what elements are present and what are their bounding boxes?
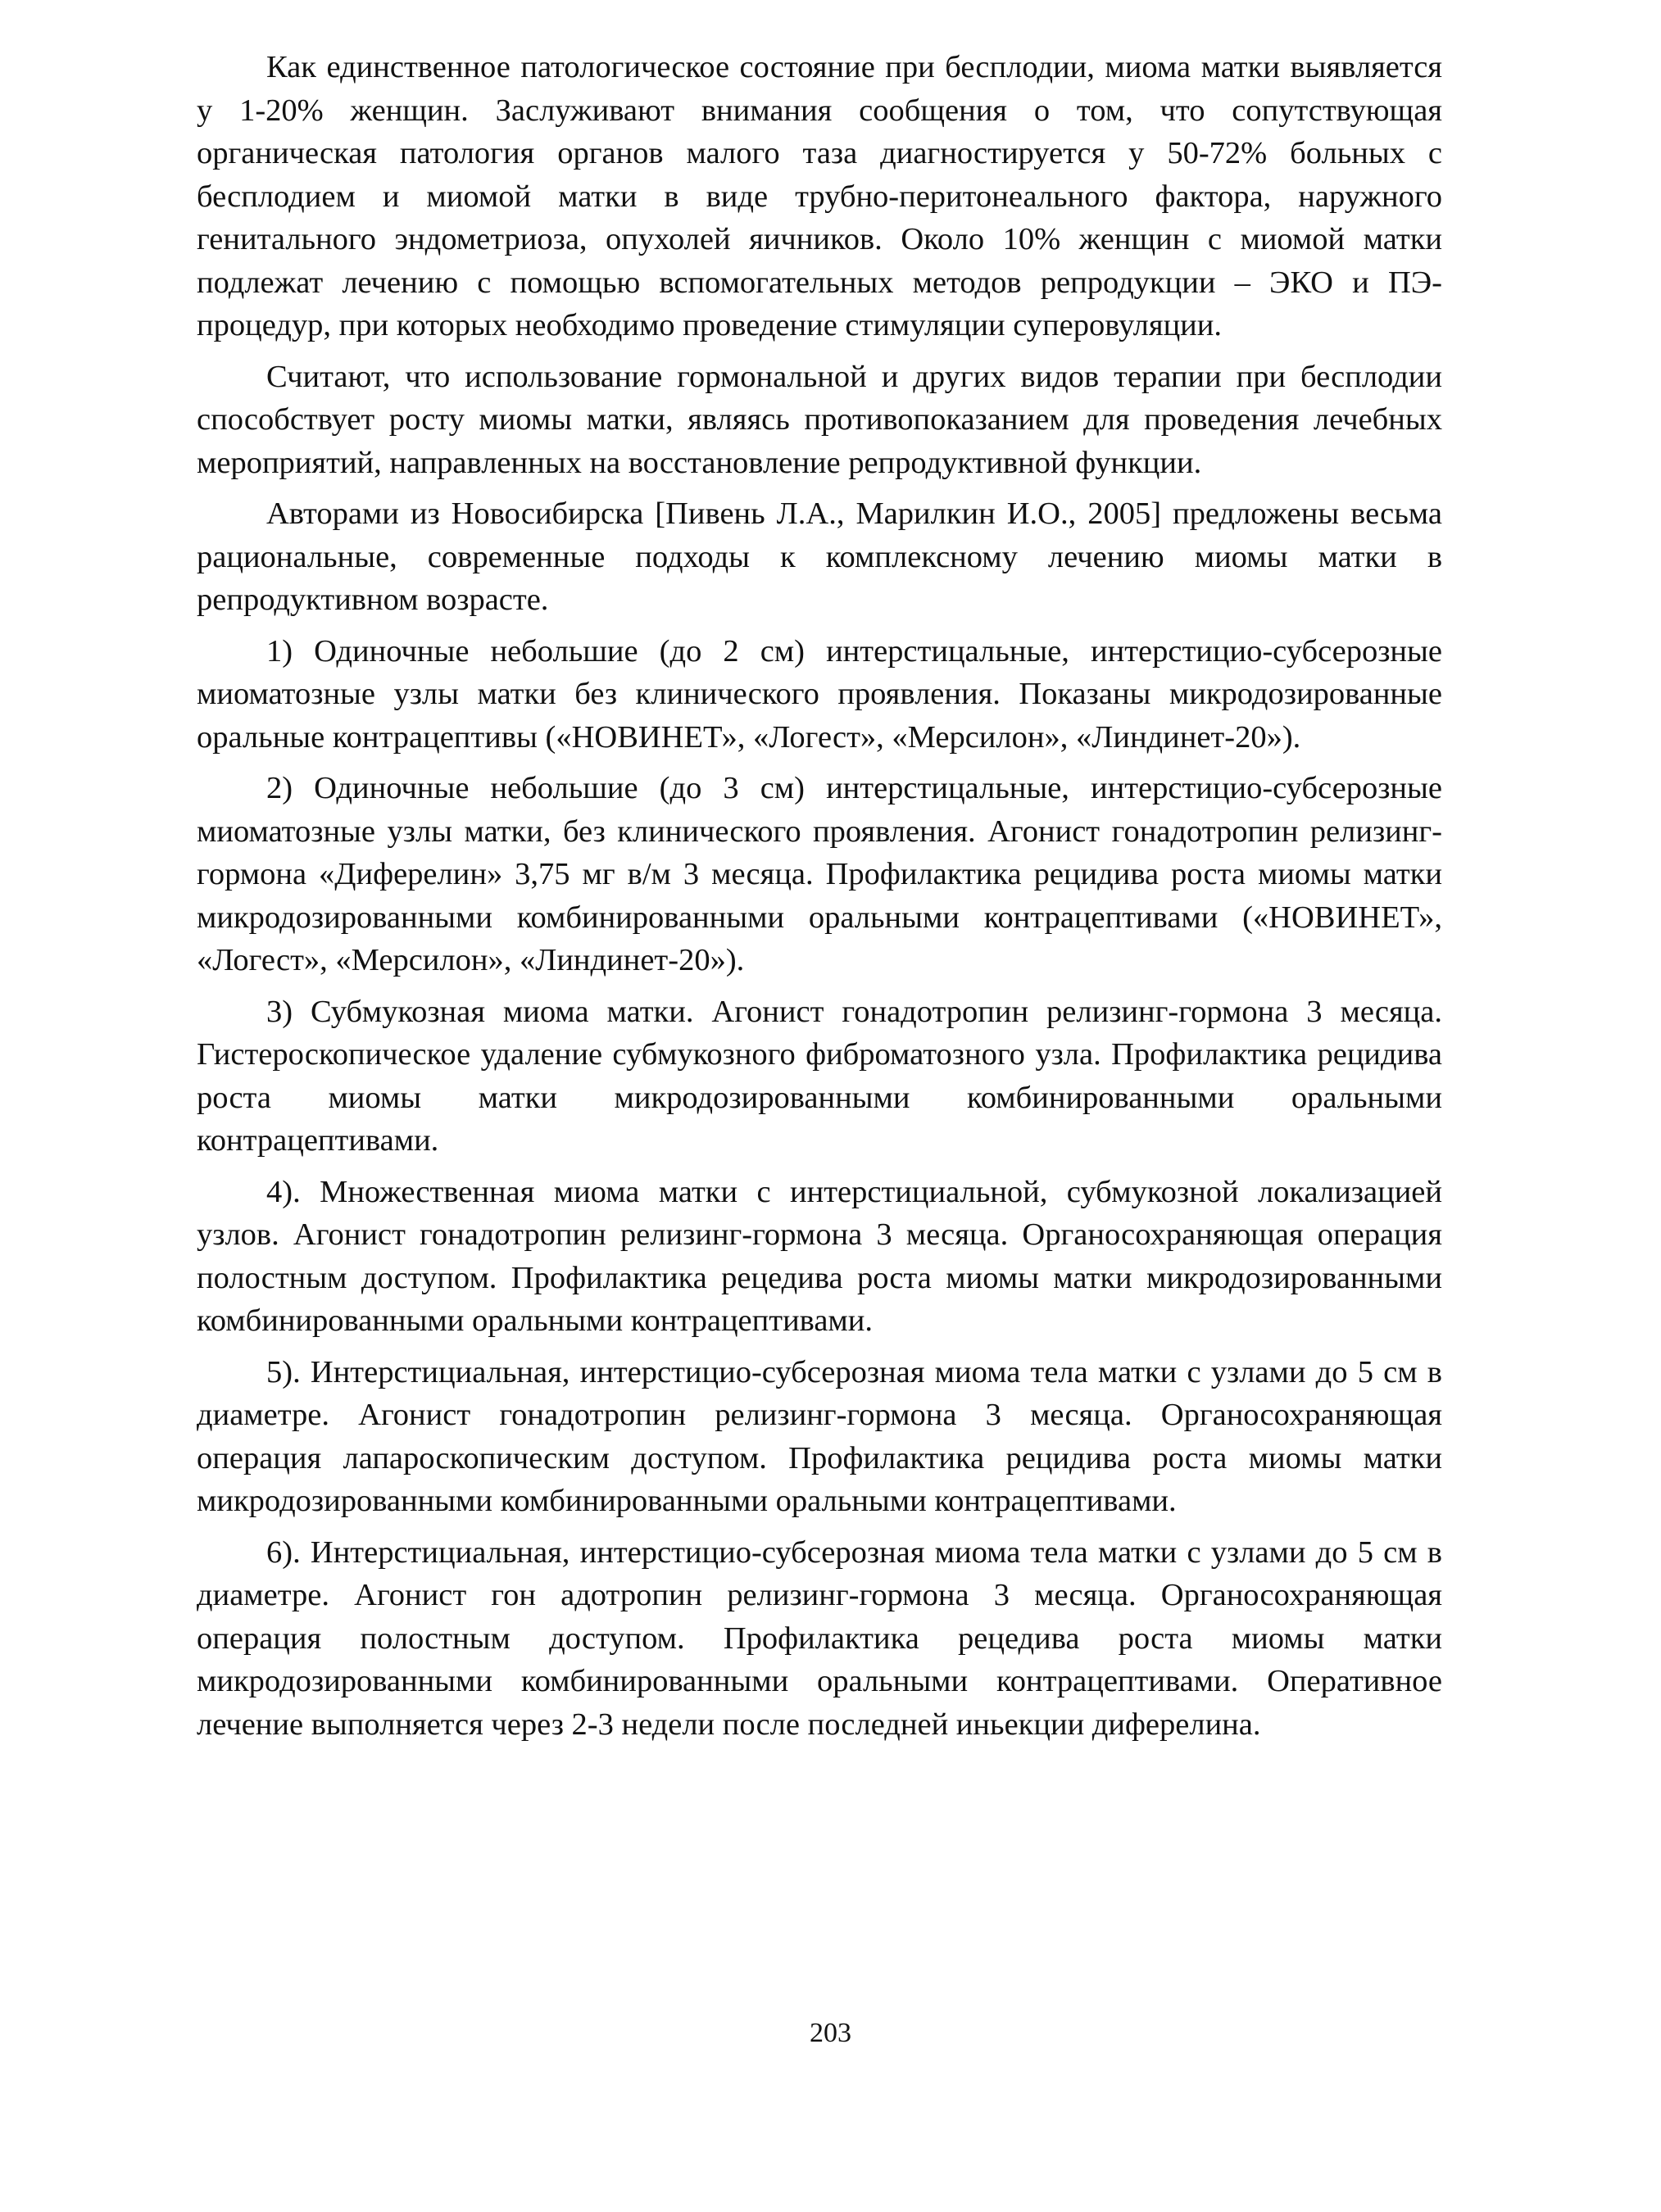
list-item-1: 1) Одиночные небольшие (до 2 см) интерстицальные, интерстицио-субсерозные миоматозные узлы матки без клинического проявления. Показаны микродозированные оральные контрацептивы («НОВИНЕТ», «Логест», «Мерсилон», «Линдинет-20»).: [197, 633, 1442, 755]
list-item-3: 3) Субмукозная миома матки. Агонист гонадотропин релизинг-гормона 3 месяца. Гистероскопическое удаление субмукозного фиброматозного узла. Профилактика рецидива роста миомы матки микродозированными комбинированными оральными контрацептивами.: [197, 994, 1442, 1158]
list-item-2: 2) Одиночные небольшие (до 3 см) интерстицальные, интерстицио-субсерозные миоматозные узлы матки, без клинического проявления. Агонист гонадотропин релизинг-гормона «Диферелин» 3,75 мг в/м 3 месяца. Профилактика рецидива роста миомы матки микродозированными комбинированными оральными контрацептивами («НОВИНЕТ», «Логест», «Мерсилон», «Линдинет-20»).: [197, 771, 1442, 977]
list-item-6: 6). Интерстициальная, интерстицио-субсерозная миома тела матки с узлами до 5 см в диаметре. Агонист гон адотропин релизинг-гормона 3 месяца. Органосохраняющая операция полостным доступом. Профилактика рецедива роста миомы матки микродозированными комбинированными оральными контрацептивами. Оперативное лечение выполняется через 2-3 недели после последней иньекции диферелина.: [197, 1534, 1442, 1742]
list-item-4: 4). Множественная миома матки с интерстициальной, субмукозной локализацией узлов. Агонист гонадотропин релизинг-гормона 3 месяца. Органосохраняющая операция полостным доступом. Профилактика рецедива роста миомы матки микродозированными комбинированными оральными контрацептивами.: [197, 1174, 1442, 1338]
paragraph-novosibirsk-authors: Авторами из Новосибирска [Пивень Л.А., Марилкин И.О., 2005] предложены весьма рациональные, современные подходы к комплексному лечению миомы матки в репродуктивном возрасте.: [197, 496, 1442, 617]
paragraph-hormonal-therapy: Считают, что использование гормональной и других видов терапии при бесплодии способствует росту миомы матки, являясь противопоказанием для проведения лечебных мероприятий, направленных на восстановление репродуктивной функции.: [197, 359, 1442, 480]
document-page: [197, 46, 1442, 1754]
paragraph-infertility-prevalence: Как единственное патологическое состояние при бесплодии, миома матки выявляется у 1-20% женщин. Заслуживают внимания сообщения о том, что сопутствующая органическая патология органов малого таза диагностируется у 50-72% больных с бесплодием и миомой матки в виде трубно-перитонеального фактора, наружного генитального эндометриоза, опухолей яичников. Около 10% женщин с миомой матки подлежат лечению с помощью вспомогательных методов репродукции – ЭКО и ПЭ-процедур, при которых необходимо проведение стимуляции суперовуляции.: [197, 50, 1442, 342]
list-item-5: 5). Интерстициальная, интерстицио-субсерозная миома тела матки с узлами до 5 см в диаметре. Агонист гонадотропин релизинг-гормона 3 месяца. Органосохраняющая операция лапароскопическим доступом. Профилактика рецидива роста миомы матки микродозированными комбинированными оральными контрацептивами.: [197, 1354, 1442, 1518]
page-number: 203: [810, 2018, 851, 2048]
